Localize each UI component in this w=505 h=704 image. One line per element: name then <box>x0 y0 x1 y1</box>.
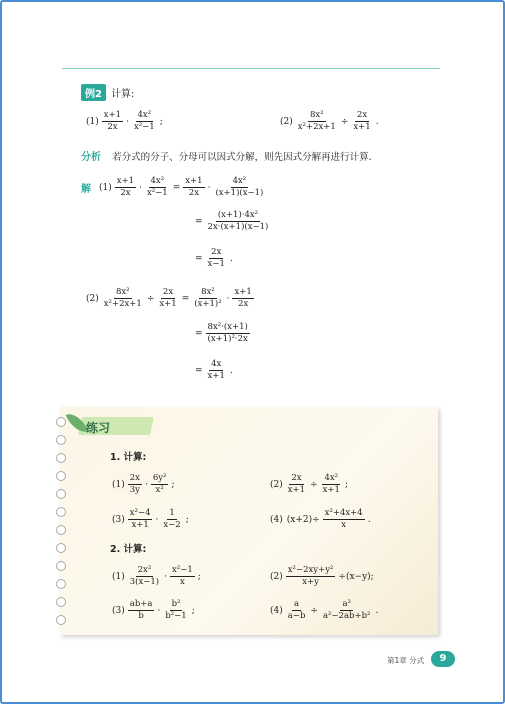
binder-ring-icon <box>56 525 66 535</box>
fraction: $\frac{\text{8x²}}{\text{x²+2x+1}}$ <box>103 287 142 309</box>
solution-2-line-1: (2) $\frac{\text{8x²}}{\text{x²+2x+1}}$ ÷ $\frac{2x}{x+1}$ = $\frac{\text{8x²}}{\text{(x+1)²}}$ · $\frac{x+1}{2x}$ <box>86 287 252 309</box>
question-2-heading: 2. 计算: <box>110 544 147 555</box>
binder-ring-icon <box>56 543 66 553</box>
fraction: $\frac{\text{(x+1)·4x²}}{2x\cdot(x+1)(x-1)}$ <box>207 210 269 232</box>
binder-ring-icon <box>56 615 66 625</box>
solution-label: 解 <box>81 184 91 195</box>
solution-2-line-2: = $\frac{\text{8x²·(x+1)}}{\text{(x+1)²·2x}}$ <box>195 322 248 344</box>
fraction: $\frac{2x}{x+1}$ <box>159 287 177 309</box>
fraction: $\frac{\text{2x²}}{3(x-1)}$ <box>129 565 160 587</box>
fraction: $\frac{\text{4x²}}{(x+1)(x-1)}$ <box>215 176 264 198</box>
fraction: $\frac{\text{a²}}{\text{a²−2ab+b²}}$ <box>322 599 371 621</box>
binder-ring-icon <box>56 507 66 517</box>
binder-ring-icon <box>56 471 66 481</box>
fraction: $\frac{4x}{x+1}$ <box>207 359 225 381</box>
solution-2-line-3: = $\frac{4x}{x+1}$ . <box>195 359 233 381</box>
fraction: $\frac{1}{x-2}$ <box>163 508 181 530</box>
q1-item-1: (1) $\frac{2x}{3y}$ · $\frac{\text{6y²}}{\text{x²}}$ ; <box>112 473 175 495</box>
analysis <box>81 145 372 164</box>
problem-label: (1) <box>86 116 99 127</box>
fraction: $\frac{2x}{3y}$ <box>129 473 140 495</box>
example-header <box>81 82 134 101</box>
example-badge: 例2 <box>81 84 106 101</box>
fraction: $\frac{\text{4x²}}{x+1}$ <box>322 473 340 495</box>
q2-item-3: (3) $\frac{ab+a}{b}$ · $\frac{\text{b²}}{\text{b²−1}}$ ; <box>112 599 195 621</box>
page-number: 9 <box>431 651 455 667</box>
fraction: $\frac{\text{4x²}}{\text{x²−1}}$ <box>133 110 155 132</box>
fraction: $\frac{\text{x²−2xy+y²}}{x+y}$ <box>287 565 334 587</box>
fraction: $\frac{x+1}{2x}$ <box>116 176 135 198</box>
fraction: $\frac{x+1}{2x}$ <box>103 110 122 132</box>
binder-ring-icon <box>56 435 66 445</box>
top-rule <box>62 68 440 69</box>
example-title: 计算: <box>111 89 135 100</box>
fraction: $\frac{x+1}{2x}$ <box>234 287 252 309</box>
analysis-label: 分析 <box>81 152 101 163</box>
fraction: $\frac{a}{a-b}$ <box>287 599 306 621</box>
problem-2: (2) $\frac{\text{8x²}}{\text{x²+2x+1}}$ ÷ $\frac{2x}{x+1}$ . <box>280 110 379 132</box>
fraction: $\frac{\text{8x²·(x+1)}}{\text{(x+1)²·2x}}$ <box>207 322 248 344</box>
fraction: $\frac{\text{x²−4}}{x+1}$ <box>129 508 151 530</box>
fraction: $\frac{2x}{x-1}$ <box>207 247 225 269</box>
fraction: $\frac{2x}{x+1}$ <box>287 473 306 495</box>
binder-ring-icon <box>56 579 66 589</box>
question-1-heading: 1. 计算: <box>110 452 147 463</box>
binder-ring-icon <box>56 597 66 607</box>
fraction: $\frac{2x}{x+1}$ <box>353 110 371 132</box>
chapter-footer: 第1章 分式 <box>387 656 425 665</box>
practice-title: 练习 <box>86 421 111 435</box>
binder-ring-icon <box>56 417 66 427</box>
q2-item-2: (2) $\frac{\text{x²−2xy+y²}}{x+y}$ ÷(x−y); <box>270 565 374 587</box>
solution-1-line-2: = $\frac{\text{(x+1)·4x²}}{2x\cdot(x+1)(x-1)}$ <box>195 210 269 232</box>
fraction: $\frac{x+1}{2x}$ <box>185 176 203 198</box>
fraction: $\frac{\text{8x²}}{\text{x²+2x+1}}$ <box>297 110 336 132</box>
q1-item-4: (4) (x+2)÷ $\frac{\text{x²+4x+4}}{x}$ . <box>270 508 371 530</box>
fraction: $\frac{\text{8x²}}{\text{(x+1)²}}$ <box>194 287 222 309</box>
q2-item-1: (1) $\frac{\text{2x²}}{3(x-1)}$ · $\frac{\text{x²−1}}{x}$ ; <box>112 565 201 587</box>
solution-1-line-3: = $\frac{2x}{x-1}$ . <box>195 247 233 269</box>
fraction: $\frac{ab+a}{b}$ <box>129 599 153 621</box>
binder-ring-icon <box>56 561 66 571</box>
fraction: $\frac{\text{6y²}}{\text{x²}}$ <box>152 473 167 495</box>
q1-item-3: (3) $\frac{\text{x²−4}}{x+1}$ · $\frac{1}{x-2}$ ; <box>112 508 189 530</box>
fraction: $\frac{\text{4x²}}{\text{x²−1}}$ <box>146 176 168 198</box>
q2-item-4: (4) $\frac{a}{a-b}$ ÷ $\frac{\text{a²}}{\text{a²−2ab+b²}}$ . <box>270 599 379 621</box>
fraction: $\frac{\text{b²}}{\text{b²−1}}$ <box>165 599 187 621</box>
fraction: $\frac{\text{x²−1}}{x}$ <box>172 565 193 587</box>
q1-item-2: (2) $\frac{2x}{x+1}$ ÷ $\frac{\text{4x²}}{x+1}$ ; <box>270 473 348 495</box>
analysis-text: 若分式的分子、分母可以因式分解，则先因式分解再进行计算. <box>112 152 372 163</box>
problem-label: (2) <box>280 116 293 127</box>
practice-box <box>60 407 438 635</box>
binder-ring-icon <box>56 453 66 463</box>
problem-1: (1) $\frac{x+1}{2x}$ · $\frac{\text{4x²}}{\text{x²−1}}$ ; <box>86 110 163 132</box>
solution-1-line-1: 解 (1) $\frac{x+1}{2x}$ · $\frac{\text{4x²}}{\text{x²−1}}$ = $\frac{x+1}{2x}$ · $\frac{\text{4x²}}{(x+1)(x-1)}$ <box>81 176 264 198</box>
binder-ring-icon <box>56 489 66 499</box>
fraction: $\frac{\text{x²+4x+4}}{x}$ <box>324 508 363 530</box>
